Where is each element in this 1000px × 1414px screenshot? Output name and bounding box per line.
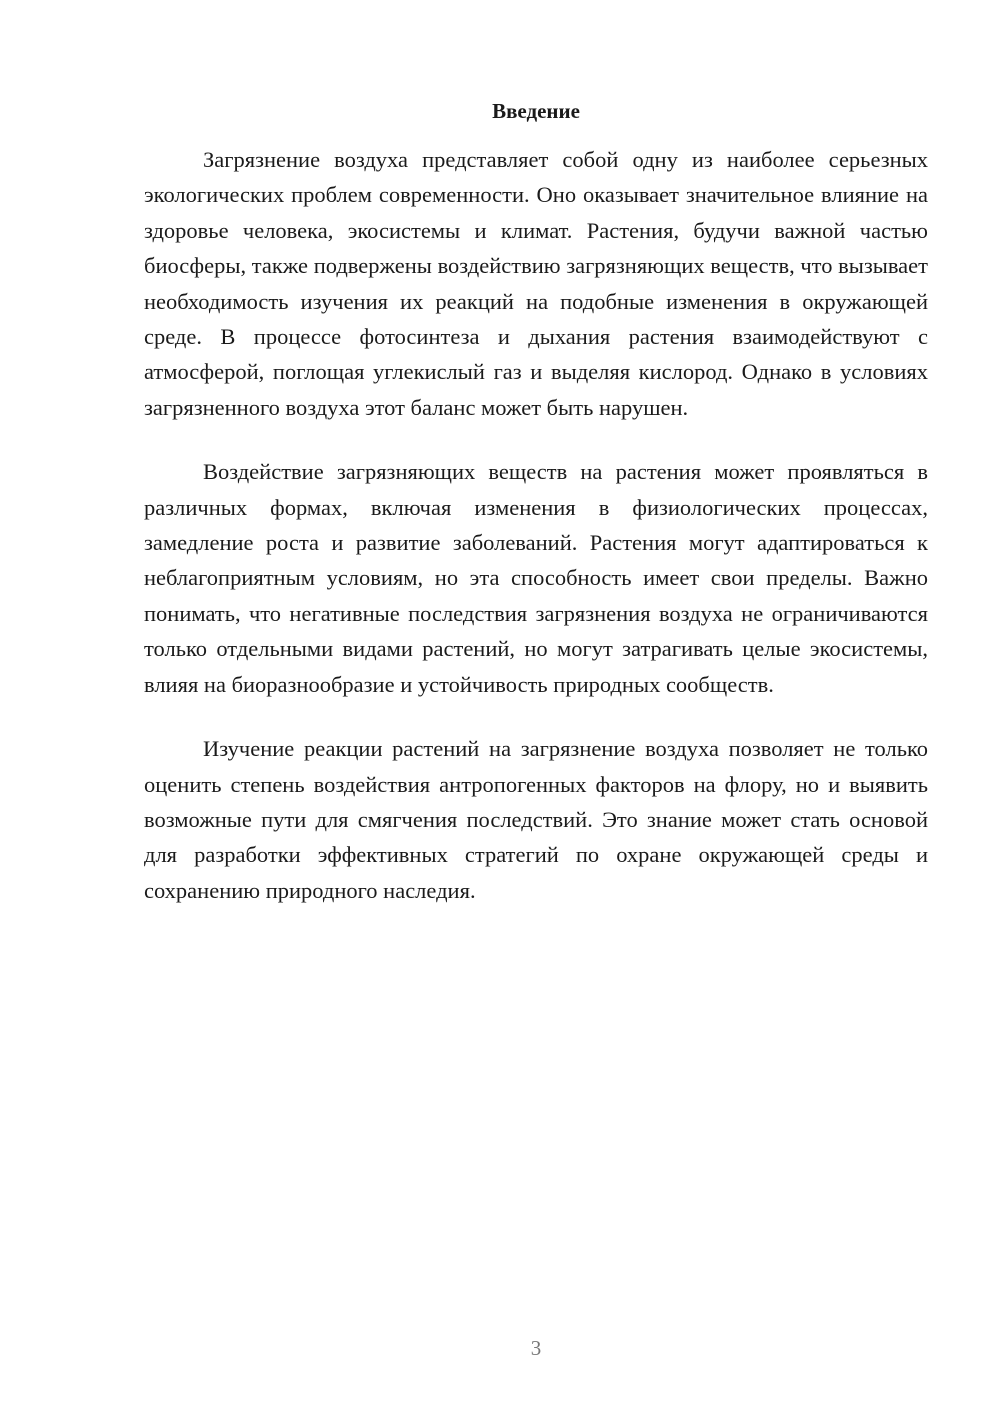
paragraph-2: Воздействие загрязняющих веществ на растения может проявляться в различных формах, включая изменения в физиологических процессах, замедление роста и развитие заболеваний. Растения могут адаптироваться к неблагоприятным условиям, но эта способность имеет свои пределы. Важно понимать, что негативные последствия загрязнения воздуха не ограничиваются только отдельными видами растений, но могут затрагивать целые экосистемы, влияя на биоразнообразие и устойчивость природных сообществ. xyxy=(144,459,928,697)
paragraph-1: Загрязнение воздуха представляет собой одну из наиболее серьезных экологических проблем современности. Оно оказывает значительное влияние на здоровье человека, экосистемы и климат. Растения, будучи важной частью биосферы, также подвержены воздействию загрязняющих веществ, что вызывает необходимость изучения их реакций на подобные изменения в окружающей среде. В процессе фотосинтеза и дыхания растения взаимодействуют с атмосферой, поглощая углекислый газ и выделяя кислород. Однако в условиях загрязненного воздуха этот баланс может быть нарушен. xyxy=(144,147,928,420)
page-title: Введение xyxy=(492,99,580,123)
body-text xyxy=(144,142,928,937)
paragraph-3: Изучение реакции растений на загрязнение воздуха позволяет не только оценить степень воздействия антропогенных факторов на флору, но и выявить возможные пути для смягчения последствий. Это знание может стать основой для разработки эффективных стратегий по охране окружающей среды и сохранению природного наследия. xyxy=(144,736,928,903)
page-number: 3 xyxy=(530,1336,542,1360)
